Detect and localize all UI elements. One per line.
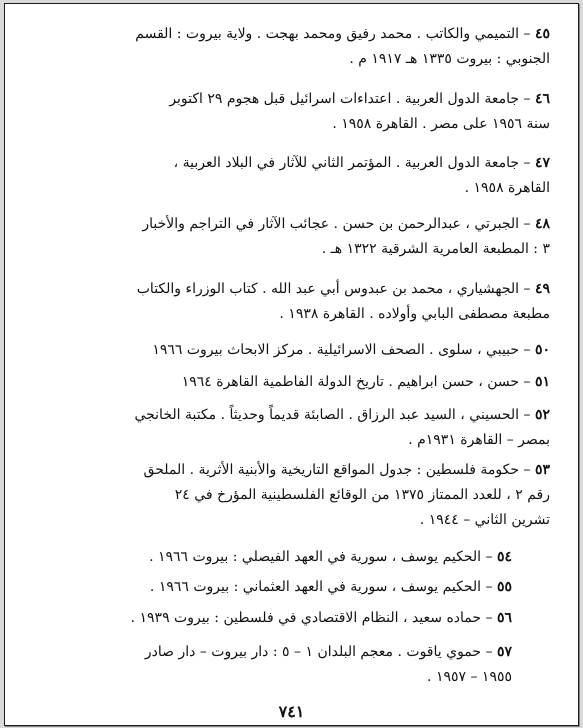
bibliography-entry [57,370,550,395]
bibliography-entry [57,212,550,262]
entry-line [57,403,550,428]
entry-line [57,87,550,112]
entry-line [57,302,550,327]
entry-number: ٥٣ [534,462,550,478]
entry-text: – الحسيني ، السيد عبد الرزاق . الصابئة قديماً وحديثاً . مكتبة الخانجي [134,407,531,423]
entry-number: ٥٢ [534,407,550,423]
entry-number: ٤٨ [534,216,550,232]
entry-number: ٥٧ [496,644,512,660]
entry-number: ٥٥ [496,579,512,595]
bibliography-entry [57,640,512,690]
entry-number: ٤٧ [534,155,550,171]
entry-text: ١٩٥٥ – ١٩٥٧ . [427,669,512,685]
entry-text: مطبعة مصطفى البابي وأولاده . القاهرة ١٩٣٨ . [279,306,550,322]
bibliography-entry [57,575,512,600]
entry-line [57,47,550,72]
entry-text: – جامعة الدول العربية . المؤتمر الثاني للآثار في البلاد العربية ، [173,155,531,171]
entry-number: ٤٥ [534,26,550,42]
bibliography-entry [57,606,512,631]
entry-text: – الحكيم يوسف ، سورية في العهد الفيصلي : بيروت ١٩٦٦ . [149,549,493,565]
entry-line [57,151,550,176]
entry-line [57,212,550,237]
entry-text: – الحكيم يوسف ، سورية في العهد العثماني : بيروت ١٩٦٦ . [149,579,493,595]
entry-line [57,575,512,600]
entry-text: – التميمي والكاتب . محمد رفيق ومحمد بهجت . ولاية بيروت : القسم [135,26,531,42]
entry-text: ٣ : المطبعة العامرية الشرقية ١٣٢٢ هـ . [321,241,550,257]
entry-line [57,237,550,262]
page-number: ٧٤١ [278,702,305,721]
entry-text: القاهرة ١٩٥٨ . [464,180,550,196]
bibliography-entry [57,151,550,201]
bibliography-entry [57,338,550,363]
bibliography-entry [57,22,550,72]
entry-number: ٤٦ [534,91,550,107]
entry-text: الجنوبي : بيروت ١٣٣٥ هـ ١٩١٧ م . [349,51,550,67]
entry-text: – الجهشياري ، محمد بن عبدوس أبي عبد الله . كتاب الوزراء والكتاب [136,281,531,297]
bibliography-entry [57,87,550,137]
entry-line [57,640,512,665]
entry-text: رقم ٢ ، للعدد الممتاز ١٣٧٥ من الوقائع الفلسطينية المؤرخ في ٢٤ [174,487,550,503]
entry-text: – الجبرتي ، عبدالرحمن بن حسن . عجائب الآثار في التراجم والأخبار [142,216,531,232]
entry-line [57,277,550,302]
entry-line [57,545,512,570]
entry-line [57,338,550,363]
entry-text: تشرين الثاني – ١٩٤٤ . [419,512,550,528]
entry-line [57,112,550,137]
entry-line [57,483,550,508]
entry-text: – حماده سعيد ، النظام الاقتصادي في فلسطين : بيروت ١٩٣٩ . [130,610,493,626]
entry-text: – حسن ، حسن ابراهيم . تاريخ الدولة الفاطمية القاهرة ١٩٦٤ [181,374,531,390]
entry-number: ٥١ [534,374,550,390]
entry-line [57,176,550,201]
bibliography-entry [57,277,550,327]
entry-text: بمصر – القاهرة ١٩٣١م . [408,432,550,448]
document-page [4,3,579,726]
entry-line [57,22,550,47]
entry-line [57,606,512,631]
entry-text: – جامعة الدول العربية . اعتداءات اسرائيل قبل هجوم ٢٩ اكتوبر [169,91,531,107]
entry-line [57,458,550,483]
entry-text: – حبيبي ، سلوى . الصحف الاسرائيلية . مركز الابحاث بيروت ١٩٦٦ [152,342,531,358]
bibliography-entry [57,545,512,570]
entry-line [57,508,550,533]
bibliography-entry [57,403,550,453]
entry-number: ٥٠ [534,342,550,358]
entry-number: ٤٩ [534,281,550,297]
entry-number: ٥٦ [496,610,512,626]
entry-text: سنة ١٩٥٦ على مصر . القاهرة ١٩٥٨ . [332,116,550,132]
entry-number: ٥٤ [496,549,512,565]
entry-text: – حكومة فلسطين : جدول المواقع التاريخية والأبنية الأثرية . الملحق [143,462,531,478]
entry-line [57,428,550,453]
bibliography-entry [57,458,550,533]
entry-line [57,370,550,395]
entry-line [57,665,512,690]
entry-text: – حموي ياقوت . معجم البلدان ١ – ٥ : دار بيروت – دار صادر [144,644,493,660]
